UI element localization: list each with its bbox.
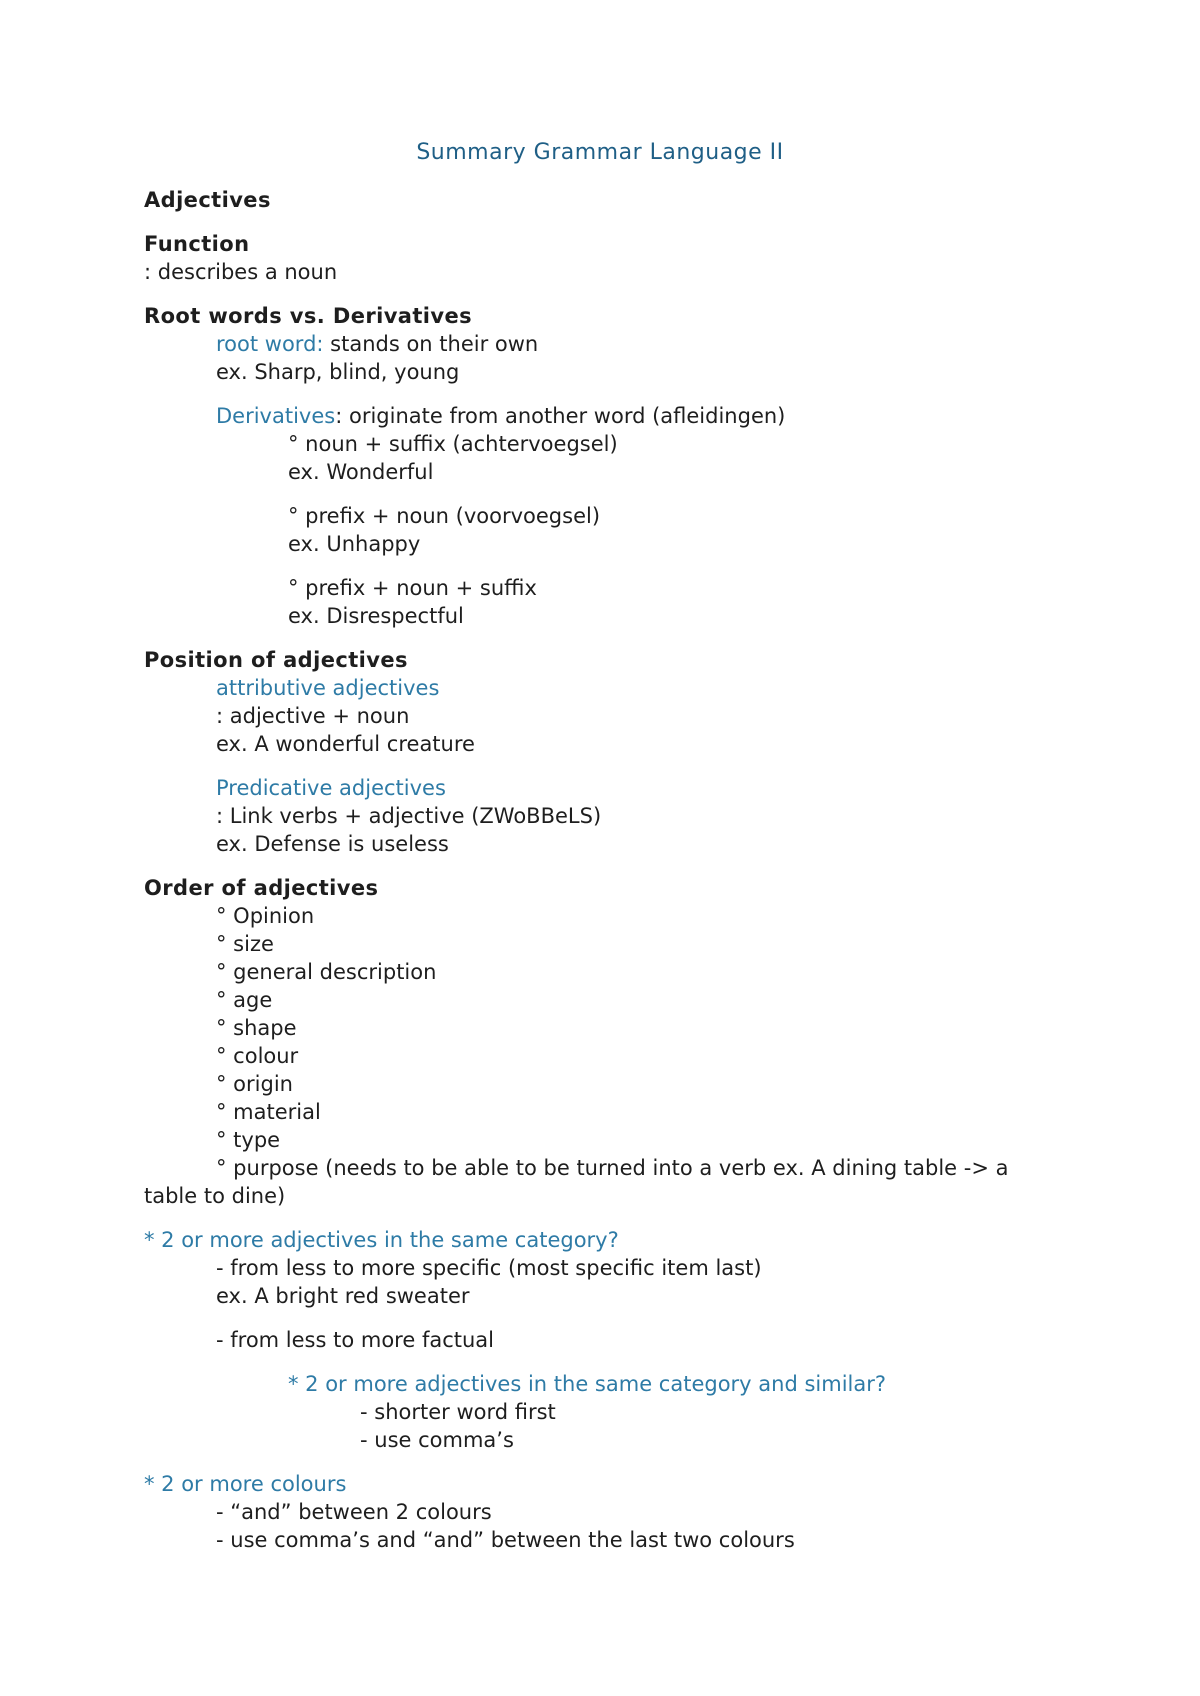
order-item: ° origin (216, 1072, 293, 1096)
derivative-rule-2: ° prefix + noun (voorvoegsel) (288, 504, 601, 528)
order-item: ° age (216, 988, 273, 1012)
order-item: ° general description (216, 960, 437, 984)
order-item: ° size (216, 932, 274, 956)
attributive-label: attributive adjectives (216, 676, 440, 700)
derivatives-text: : originate from another word (afleidingen) (335, 404, 786, 428)
order-item: ° material (216, 1100, 321, 1124)
colours-note: * 2 or more colours (144, 1472, 347, 1496)
same-category-rule-1: - from less to more specific (most specific item last) (216, 1256, 762, 1280)
root-word-line (216, 330, 538, 358)
derivative-example-1: ex. Wonderful (288, 460, 434, 484)
heading-adjectives: Adjectives (144, 188, 271, 212)
root-word-label: root word: (216, 332, 324, 356)
predicative-example: ex. Defense is useless (216, 832, 449, 856)
attributive-example: ex. A wonderful creature (216, 732, 475, 756)
derivative-rule-1: ° noun + suffix (achtervoegsel) (288, 432, 618, 456)
order-item: ° shape (216, 1016, 297, 1040)
order-item-purpose: ° purpose (needs to be able to be turned into a verb ex. A dining table -> a (216, 1156, 1009, 1180)
same-category-note: * 2 or more adjectives in the same category? (144, 1228, 619, 1252)
similar-rule-1: - shorter word first (360, 1400, 556, 1424)
heading-function: Function (144, 232, 250, 256)
similar-category-note: * 2 or more adjectives in the same category and similar? (288, 1372, 887, 1396)
document-title: Summary Grammar Language II (416, 140, 784, 165)
predicative-label: Predicative adjectives (216, 776, 446, 800)
derivative-rule-3: ° prefix + noun + suffix (288, 576, 537, 600)
same-category-rule-2: - from less to more factual (216, 1328, 494, 1352)
derivative-example-3: ex. Disrespectful (288, 604, 464, 628)
colours-rule-1: - “and” between 2 colours (216, 1500, 492, 1524)
order-item: ° Opinion (216, 904, 315, 928)
root-word-text: stands on their own (323, 332, 539, 356)
order-item: ° colour (216, 1044, 299, 1068)
predicative-text: : Link verbs + adjective (ZWoBBeLS) (216, 804, 602, 828)
same-category-example: ex. A bright red sweater (216, 1284, 470, 1308)
derivatives-label: Derivatives (216, 404, 336, 428)
derivatives-line (216, 402, 785, 430)
heading-root-words: Root words vs. Derivatives (144, 304, 473, 328)
attributive-text: : adjective + noun (216, 704, 410, 728)
order-item-purpose-continued: table to dine) (144, 1184, 286, 1208)
root-word-example: ex. Sharp, blind, young (216, 360, 460, 384)
derivative-example-2: ex. Unhappy (288, 532, 421, 556)
colours-rule-2: - use comma’s and “and” between the last two colours (216, 1528, 795, 1552)
heading-position: Position of adjectives (144, 648, 408, 672)
order-item: ° type (216, 1128, 281, 1152)
similar-rule-2: - use comma’s (360, 1428, 514, 1452)
heading-order: Order of adjectives (144, 876, 379, 900)
function-text: : describes a noun (144, 260, 338, 284)
